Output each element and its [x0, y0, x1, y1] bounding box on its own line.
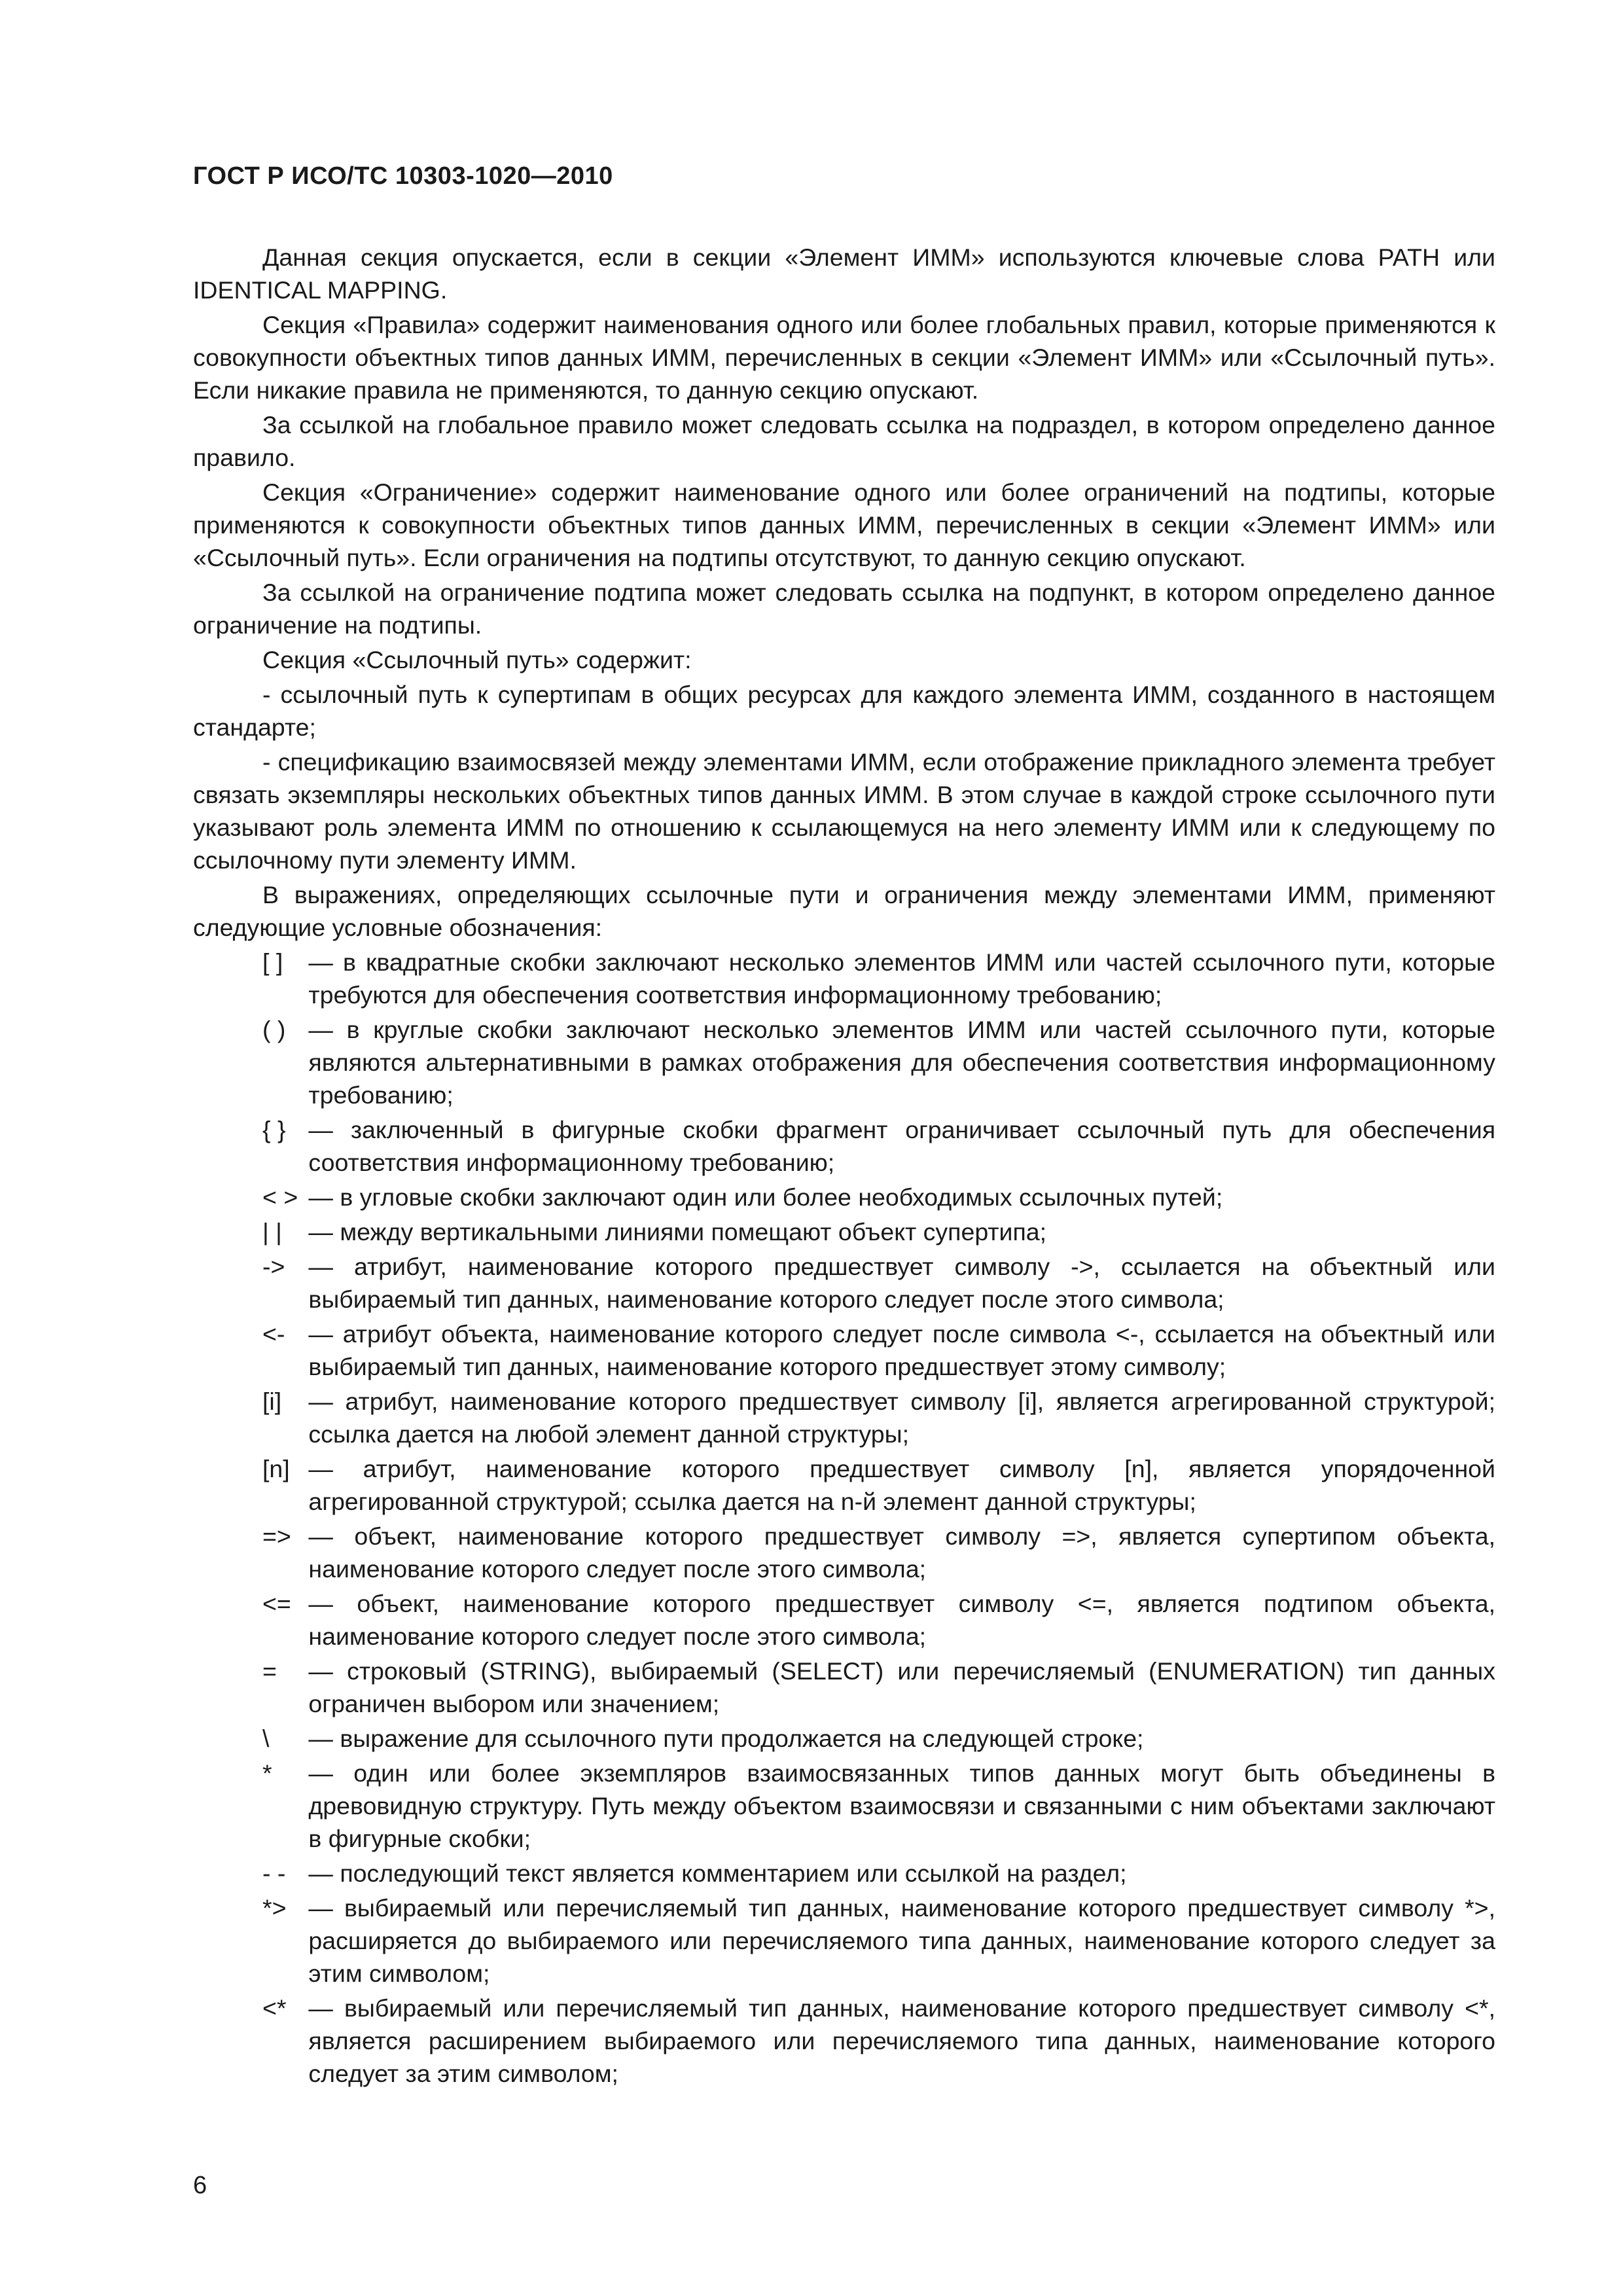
- em-dash: —: [308, 1657, 333, 1685]
- em-dash: —: [308, 1759, 333, 1787]
- symbol-notation: ->: [262, 1253, 285, 1280]
- em-dash: —: [308, 1455, 333, 1482]
- symbol-notation: < >: [262, 1183, 298, 1211]
- symbol-description: [308, 1113, 1495, 1179]
- em-dash: —: [308, 948, 333, 976]
- symbol-description-text: в угловые скобки заключают один или более необходимых ссылочных путей;: [332, 1183, 1223, 1211]
- list-item: - ссылочный путь к супертипам в общих ресурсах для каждого элемента ИММ, созданного в настоящем стандарте;: [193, 681, 1495, 741]
- paragraph: Секция «Ограничение» содержит наименование одного или более ограничений на подтипы, которые применяются к совокупности объектных типов данных ИММ, перечисленных в секции «Элемент ИММ» или «Ссылочный путь». Если ограничения на подтипы отсутствуют, то данную секцию опускают.: [193, 478, 1495, 571]
- symbol-definition: [193, 1181, 1495, 1213]
- symbol-notation: *>: [262, 1894, 287, 1922]
- em-dash: —: [308, 1116, 333, 1143]
- symbol-description: [308, 1385, 1495, 1450]
- symbol-description-text: выбираемый или перечисляемый тип данных, наименование которого предшествует символу <*, является расширением выбираемого или перечисляемого типа данных, наименование которого следует за этим символом;: [308, 1994, 1495, 2087]
- symbol-description: [308, 1992, 1495, 2090]
- symbol-definition: [193, 1318, 1495, 1383]
- document-header: ГОСТ Р ИСО/ТС 10303-1020—2010: [193, 162, 613, 190]
- symbol-notation: { }: [262, 1116, 286, 1143]
- symbol-description: [308, 946, 1495, 1011]
- symbol-description: [308, 1215, 1495, 1248]
- symbol-definition: [193, 1113, 1495, 1179]
- symbol-description-text: атрибут объекта, наименование которого следует после символа <-, ссылается на объектный или выбираемый тип данных, наименование которого предшествует этому символу;: [308, 1320, 1495, 1380]
- symbol-notation: | |: [262, 1218, 282, 1246]
- symbol-description-text: выбираемый или перечисляемый тип данных, наименование которого предшествует символу *>, расширяется до выбираемого или перечисляемого типа данных, наименование которого следует за этим символом;: [308, 1894, 1495, 1987]
- symbol-notation: =>: [262, 1522, 291, 1550]
- symbols-list: [193, 946, 1495, 2090]
- symbol-description-text: между вертикальными линиями помещают объект супертипа;: [332, 1218, 1047, 1246]
- symbol-definition: [193, 1655, 1495, 1720]
- symbol-definition: [193, 1013, 1495, 1111]
- symbol-description: [308, 1857, 1495, 1890]
- symbol-description-text: атрибут, наименование которого предшествует символу ->, ссылается на объектный или выбираемый тип данных, наименование которого следует после этого символа;: [308, 1253, 1495, 1313]
- symbol-description-text: последующий текст является комментарием или ссылкой на раздел;: [332, 1859, 1127, 1887]
- paragraph: Данная секция опускается, если в секции «Элемент ИММ» используются ключевые слова PATH или IDENTICAL MAPPING.: [193, 243, 1495, 304]
- symbol-description: [308, 1892, 1495, 1990]
- symbol-description: [308, 1587, 1495, 1653]
- em-dash: —: [308, 1725, 333, 1752]
- symbol-definition: [193, 1520, 1495, 1585]
- symbol-definition: [193, 1757, 1495, 1855]
- symbol-definition: [193, 946, 1495, 1011]
- symbol-description: [308, 1655, 1495, 1720]
- page-number: 6: [193, 2172, 207, 2199]
- symbol-notation: <-: [262, 1320, 285, 1348]
- em-dash: —: [308, 1894, 333, 1922]
- symbol-description: [308, 1181, 1495, 1213]
- symbol-definition: [193, 1892, 1495, 1990]
- symbol-definition: [193, 1385, 1495, 1450]
- list-item: - спецификацию взаимосвязей между элементами ИММ, если отображение прикладного элемента требует связать экземпляры нескольких объектных типов данных ИММ. В этом случае в каждой строке ссылочного пути указывают роль элемента ИММ по отношению к ссылающемуся на него элементу ИММ или к следующему по ссылочному пути элементу ИММ.: [193, 748, 1495, 874]
- symbol-description: [308, 1250, 1495, 1316]
- paragraph: Секция «Ссылочный путь» содержит:: [262, 646, 692, 673]
- symbol-description-text: строковый (STRING), выбираемый (SELECT) или перечисляемый (ENUMERATION) тип данных ограничен выбором или значением;: [308, 1657, 1495, 1717]
- paragraph: Секция «Правила» содержит наименования одного или более глобальных правил, которые применяются к совокупности объектных типов данных ИММ, перечисленных в секции «Элемент ИММ» или «Ссылочный путь». Если никакие правила не применяются, то данную секцию опускают.: [193, 311, 1495, 404]
- symbol-description: [308, 1452, 1495, 1518]
- em-dash: —: [308, 1016, 333, 1043]
- em-dash: —: [308, 1320, 333, 1348]
- em-dash: —: [308, 1590, 333, 1617]
- symbol-description-text: выражение для ссылочного пути продолжается на следующей строке;: [332, 1725, 1144, 1752]
- symbol-notation: <*: [262, 1994, 287, 2022]
- symbol-notation: [ ]: [262, 948, 283, 976]
- symbol-description-text: в квадратные скобки заключают несколько элементов ИММ или частей ссылочного пути, которые требуются для обеспечения соответствия информационному требованию;: [308, 948, 1495, 1009]
- symbol-description-text: атрибут, наименование которого предшествует символу [i], является агрегированной структурой; ссылка дается на любой элемент данной структуры;: [308, 1388, 1495, 1448]
- em-dash: —: [308, 1522, 333, 1550]
- symbol-description-text: один или более экземпляров взаимосвязанных типов данных могут быть объединены в древовидную структуру. Путь между объектом взаимосвязи и связанными с ним объектами заключают в фигурные скобки;: [308, 1759, 1495, 1852]
- symbol-notation: *: [262, 1759, 272, 1787]
- symbol-description: [308, 1520, 1495, 1585]
- em-dash: —: [308, 1859, 333, 1887]
- symbol-notation: \: [262, 1725, 270, 1752]
- symbol-description: [308, 1757, 1495, 1855]
- symbol-description-text: заключенный в фигурные скобки фрагмент ограничивает ссылочный путь для обеспечения соответствия информационному требованию;: [308, 1116, 1495, 1176]
- symbol-description: [308, 1722, 1495, 1755]
- symbols-intro: В выражениях, определяющих ссылочные пути и ограничения между элементами ИММ, применяют следующие условные обозначения:: [193, 881, 1495, 941]
- document-body: [193, 241, 1495, 2092]
- symbol-notation: <=: [262, 1590, 291, 1617]
- paragraph: За ссылкой на ограничение подтипа может следовать ссылка на подпункт, в котором определено данное ограничение на подтипы.: [193, 579, 1495, 639]
- symbol-definition: [193, 1587, 1495, 1653]
- symbol-notation: - -: [262, 1859, 286, 1887]
- em-dash: —: [308, 1183, 333, 1211]
- em-dash: —: [308, 1253, 333, 1280]
- symbol-description: [308, 1013, 1495, 1111]
- symbol-notation: ( ): [262, 1016, 286, 1043]
- symbol-notation: =: [262, 1657, 277, 1685]
- symbol-definition: [193, 1250, 1495, 1316]
- symbol-description-text: в круглые скобки заключают несколько элементов ИММ или частей ссылочного пути, которые являются альтернативными в рамках отображения для обеспечения соответствия информационному требованию;: [308, 1016, 1495, 1109]
- symbol-description-text: атрибут, наименование которого предшествует символу [n], является упорядоченной агрегированной структурой; ссылка дается на n-й элемент данной структуры;: [308, 1455, 1495, 1515]
- symbol-description-text: объект, наименование которого предшествует символу =>, является супертипом объекта, наименование которого следует после этого символа;: [308, 1522, 1495, 1583]
- em-dash: —: [308, 1994, 333, 2022]
- symbol-notation: [i]: [262, 1388, 282, 1415]
- symbol-definition: [193, 1722, 1495, 1755]
- symbol-description-text: объект, наименование которого предшествует символу <=, является подтипом объекта, наименование которого следует после этого символа;: [308, 1590, 1495, 1650]
- paragraph: За ссылкой на глобальное правило может следовать ссылка на подраздел, в котором определено данное правило.: [193, 411, 1495, 471]
- em-dash: —: [308, 1218, 333, 1246]
- em-dash: —: [308, 1388, 333, 1415]
- symbol-notation: [n]: [262, 1455, 290, 1482]
- symbol-definition: [193, 1992, 1495, 2090]
- symbol-definition: [193, 1857, 1495, 1890]
- symbol-definition: [193, 1452, 1495, 1518]
- symbol-definition: [193, 1215, 1495, 1248]
- symbol-description: [308, 1318, 1495, 1383]
